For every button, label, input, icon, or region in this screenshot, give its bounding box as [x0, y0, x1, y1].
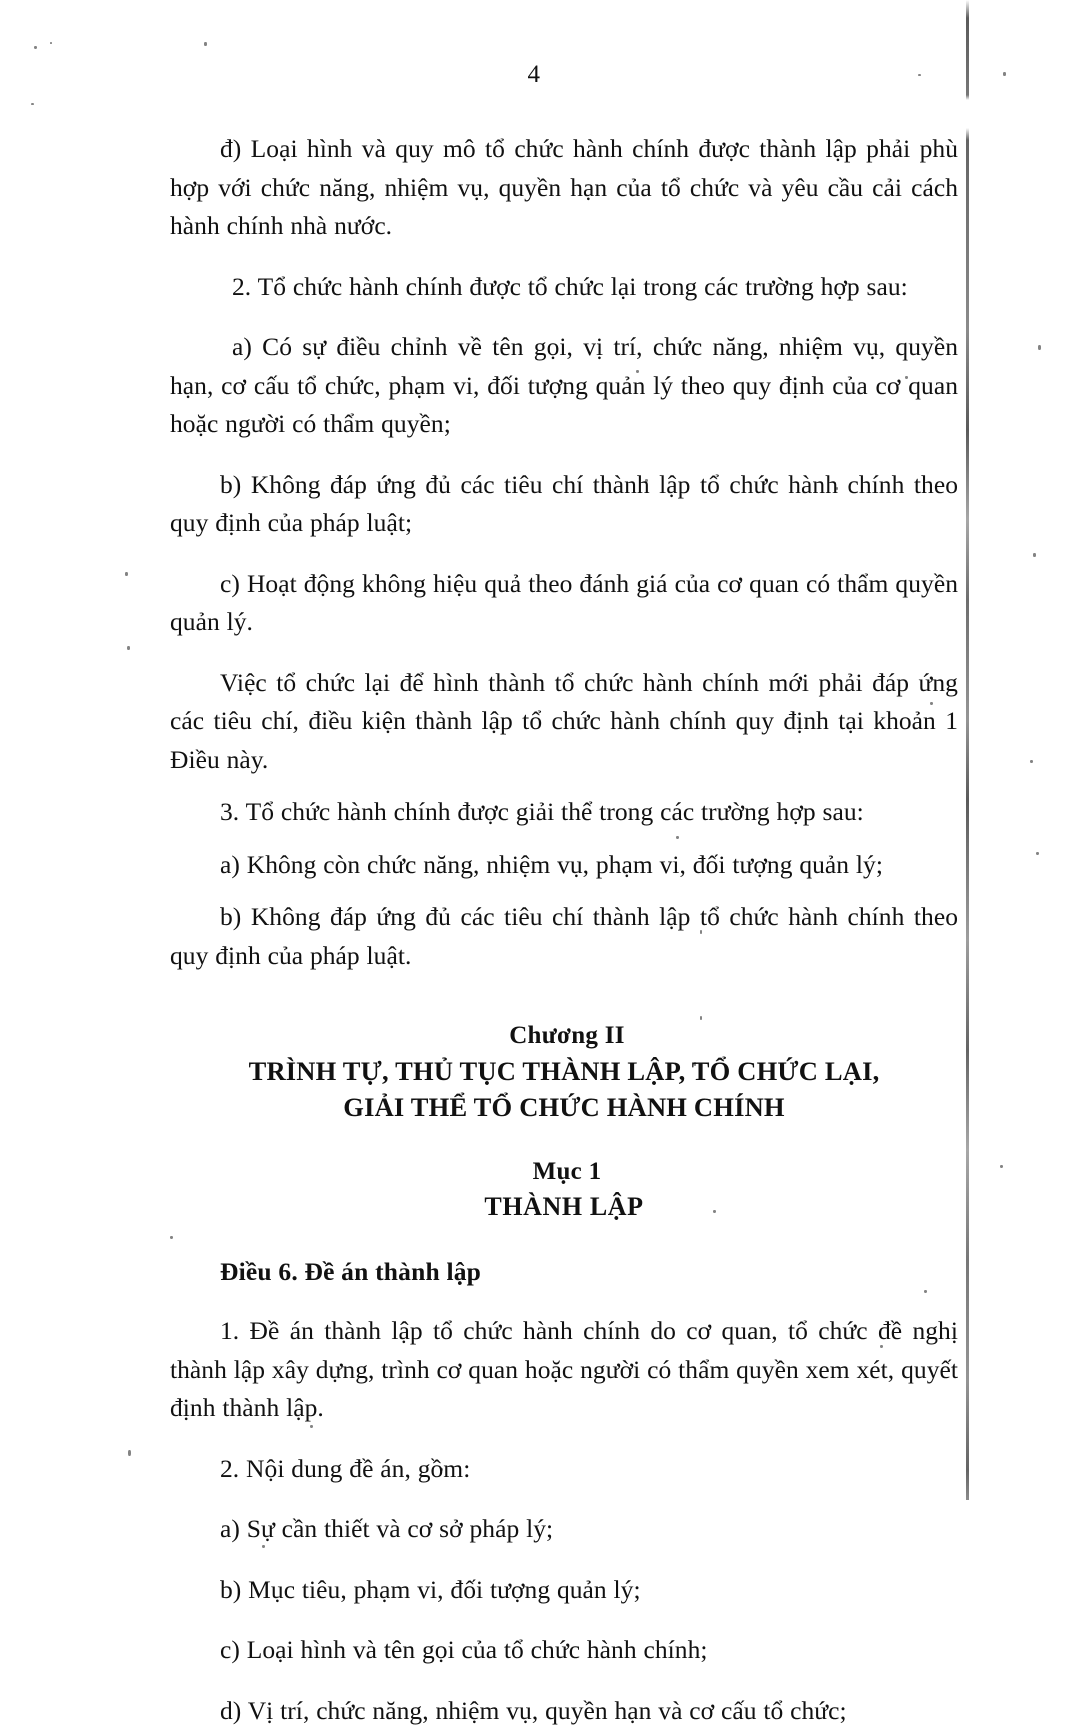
section-label: Mục 1	[170, 1155, 958, 1189]
scan-speck	[1030, 760, 1033, 763]
chapter-heading	[170, 1019, 958, 1125]
paragraph-article-2c: c) Loại hình và tên gọi của tổ chức hành chính;	[170, 1631, 958, 1670]
paragraph-dd: đ) Loại hình và quy mô tổ chức hành chính được thành lập phải phù hợp với chức năng, nhiệm vụ, quyền hạn của tổ chức và yêu cầu cải cách hành chính nhà nước.	[170, 130, 958, 246]
paragraph-clause-2a: a) Có sự điều chỉnh về tên gọi, vị trí, chức năng, nhiệm vụ, quyền hạn, cơ cấu tổ chức, phạm vi, đối tượng quản lý theo quy định của cơ quan hoặc người có thẩm quyền;	[170, 328, 958, 444]
paragraph-article-2a: a) Sự cần thiết và cơ sở pháp lý;	[170, 1510, 958, 1549]
scan-speck	[50, 42, 52, 44]
chapter-label: Chương II	[170, 1019, 958, 1053]
spacer	[170, 246, 958, 268]
spacer	[170, 1609, 958, 1631]
scan-speck	[128, 1450, 131, 1456]
paragraph-clause-3b: b) Không đáp ứng đủ các tiêu chí thành lập tổ chức hành chính theo quy định của pháp luật.	[170, 898, 958, 975]
scan-speck	[1038, 345, 1041, 350]
spacer	[170, 1488, 958, 1510]
paragraph-article-2b: b) Mục tiêu, phạm vi, đối tượng quản lý;	[170, 1571, 958, 1610]
spacer	[170, 1428, 958, 1450]
spacer	[170, 1125, 958, 1155]
page-number: 4	[0, 62, 1068, 87]
paragraph-clause-3a: a) Không còn chức năng, nhiệm vụ, phạm vi, đối tượng quản lý;	[170, 846, 958, 885]
scan-speck	[34, 46, 37, 49]
paragraph-article-1: 1. Đề án thành lập tổ chức hành chính do cơ quan, tổ chức đề nghị thành lập xây dựng, trình cơ quan hoặc người có thẩm quyền xem xét, quyết định thành lập.	[170, 1312, 958, 1428]
scan-speck	[204, 42, 207, 46]
spacer	[170, 444, 958, 466]
chapter-title-line-1: TRÌNH TỰ, THỦ TỤC THÀNH LẬP, TỔ CHỨC LẠI,	[170, 1053, 958, 1089]
spacer	[170, 1549, 958, 1571]
chapter-title-line-2: GIẢI THỂ TỔ CHỨC HÀNH CHÍNH	[170, 1089, 958, 1125]
scan-speck	[1033, 553, 1036, 557]
paragraph-clause-3: 3. Tổ chức hành chính được giải thể trong các trường hợp sau:	[170, 793, 958, 832]
spacer	[170, 1224, 958, 1254]
spacer	[170, 1290, 958, 1312]
paragraph-clause-2c: c) Hoạt động không hiệu quả theo đánh giá của cơ quan có thẩm quyền quản lý.	[170, 565, 958, 642]
scan-speck	[125, 572, 128, 576]
spacer	[170, 306, 958, 328]
scan-speck	[1036, 852, 1039, 855]
paragraph-clause-2b: b) Không đáp ứng đủ các tiêu chí thành lập tổ chức hành chính theo quy định của pháp luật;	[170, 466, 958, 543]
paragraph-clause-2: 2. Tổ chức hành chính được tổ chức lại trong các trường hợp sau:	[170, 268, 958, 307]
spacer	[170, 1670, 958, 1692]
scan-speck	[127, 646, 130, 650]
spacer	[170, 779, 958, 793]
section-title: THÀNH LẬP	[170, 1189, 958, 1224]
spacer	[170, 884, 958, 898]
section-heading	[170, 1155, 958, 1224]
article-heading: Điều 6. Đề án thành lập	[170, 1254, 958, 1290]
spacer	[170, 543, 958, 565]
scan-speck	[31, 103, 34, 105]
scan-speck	[1000, 1165, 1003, 1168]
paragraph-reorganization: Việc tổ chức lại để hình thành tổ chức hành chính mới phải đáp ứng các tiêu chí, điều kiện thành lập tổ chức hành chính quy định tại khoản 1 Điều này.	[170, 664, 958, 780]
paragraph-article-2: 2. Nội dung đề án, gồm:	[170, 1450, 958, 1489]
paragraph-article-2d: d) Vị trí, chức năng, nhiệm vụ, quyền hạn và cơ cấu tổ chức;	[170, 1692, 958, 1730]
spacer	[170, 832, 958, 846]
text-column	[170, 130, 958, 1730]
scan-edge-line	[966, 0, 969, 1500]
spacer	[170, 642, 958, 664]
spacer	[170, 975, 958, 1019]
